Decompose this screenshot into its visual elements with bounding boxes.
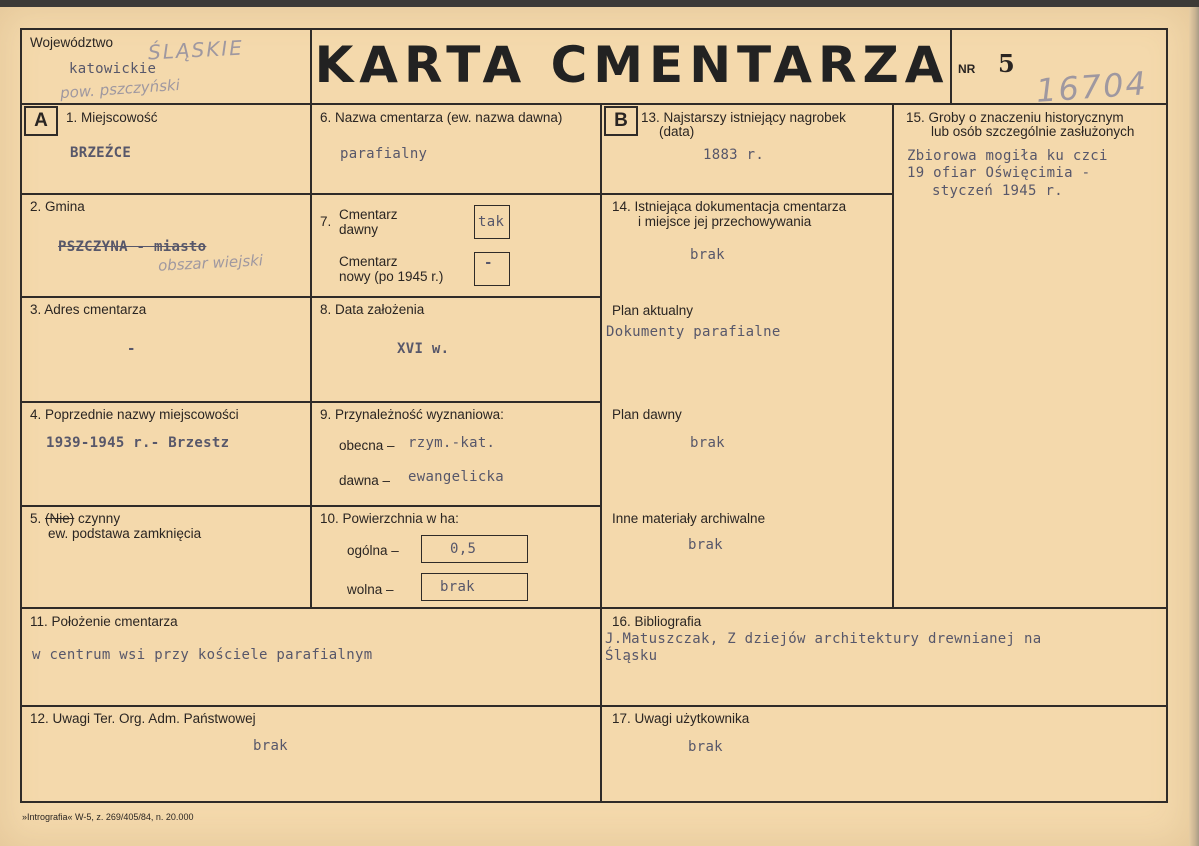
- field-15-value-1: Zbiorowa mogiła ku czci: [907, 148, 1108, 164]
- field-7-nowy-label: Cmentarz: [339, 254, 398, 269]
- field-13-label: 13. Najstarszy istniejący nagrobek: [641, 110, 846, 125]
- field-7-dawny-value: tak: [478, 214, 505, 230]
- field-14-value: brak: [690, 247, 725, 263]
- grid-line: [602, 193, 892, 195]
- field-9-obecna-label: obecna –: [339, 438, 395, 453]
- section-a-letter: A: [24, 106, 58, 136]
- grid-line: [20, 28, 22, 803]
- grid-line: [20, 705, 1168, 707]
- field-12-value: brak: [253, 738, 288, 754]
- field-11-value: w centrum wsi przy kościele parafialnym: [32, 647, 373, 663]
- field-12-label: 12. Uwagi Ter. Org. Adm. Państwowej: [30, 711, 256, 726]
- field-10-label: 10. Powierzchnia w ha:: [320, 511, 459, 526]
- field-4-label: 4. Poprzednie nazwy miejscowości: [30, 407, 239, 422]
- field-5-status: czynny: [78, 511, 121, 526]
- field-9-label: 9. Przynależność wyznaniowa:: [320, 407, 504, 422]
- nr-label: NR: [958, 62, 976, 76]
- registry-number: 16704: [1034, 64, 1149, 110]
- grid-line: [892, 103, 894, 608]
- top-dark-strip: [0, 0, 1199, 7]
- field-15-label-2: lub osób szczególnie zasłużonych: [931, 124, 1135, 139]
- field-14-label: 14. Istniejąca dokumentacja cmentarza: [612, 199, 847, 214]
- field-16-value-1: J.Matuszczak, Z dziejów architektury drewnianej na: [605, 631, 1042, 647]
- field-1-label: 1. Miejscowość: [66, 110, 158, 125]
- field-7-nowy-value: -: [484, 255, 493, 271]
- field-8-value: XVI w.: [397, 341, 450, 357]
- field-5-subtitle: ew. podstawa zamknięcia: [48, 526, 202, 541]
- field-9-obecna-value: rzym.-kat.: [408, 435, 496, 451]
- field-7-dawny-label-2: dawny: [339, 222, 379, 237]
- grid-line: [20, 801, 1168, 803]
- field-7-dawny-label: Cmentarz: [339, 207, 398, 222]
- field-15-label: 15. Groby o znaczeniu historycznym: [906, 110, 1124, 125]
- plan-aktualny-label: Plan aktualny: [612, 303, 694, 318]
- field-10-wolna-value: brak: [440, 579, 475, 595]
- field-6-value: parafialny: [340, 146, 428, 162]
- field-10-ogolna-value: 0,5: [450, 541, 477, 557]
- field-11-label: 11. Położenie cmentarza: [30, 614, 178, 629]
- field-10-wolna-label: wolna –: [347, 582, 394, 597]
- field-2-handwritten: obszar wiejski: [157, 251, 264, 275]
- field-3-label: 3. Adres cmentarza: [30, 302, 147, 317]
- grid-line: [600, 103, 602, 803]
- field-7-number: 7.: [320, 214, 332, 229]
- field-16-label: 16. Bibliografia: [612, 614, 702, 629]
- wojewodztwo-handwritten: ŚLĄSKIE: [147, 35, 245, 65]
- paper-edge: [1189, 7, 1199, 846]
- plan-dawny-label: Plan dawny: [612, 407, 682, 422]
- field-2-label: 2. Gmina: [30, 199, 85, 214]
- field-3-value: -: [127, 341, 136, 357]
- field-15-value-3: styczeń 1945 r.: [932, 183, 1063, 199]
- grid-line: [20, 28, 1168, 30]
- nr-value: 5: [998, 49, 1015, 78]
- field-13-label-2: (data): [659, 124, 695, 139]
- field-15-value-2: 19 ofiar Oświęcimia -: [907, 165, 1091, 181]
- grid-line: [20, 103, 1168, 105]
- field-5-number: 5.: [30, 511, 42, 526]
- field-17-value: brak: [688, 739, 723, 755]
- grid-line: [310, 28, 312, 608]
- printer-footer: »Intrografia« W-5, z. 269/405/84, n. 20.000: [22, 812, 194, 822]
- grid-line: [1166, 28, 1168, 803]
- plan-dawny-value: brak: [690, 435, 725, 451]
- field-7-nowy-label-2: nowy (po 1945 r.): [339, 269, 444, 284]
- inne-materialy-label: Inne materiały archiwalne: [612, 511, 766, 526]
- field-2-value-struck: PSZCZYNA - miasto: [58, 239, 207, 255]
- powiat-handwritten: pow. pszczyński: [59, 75, 181, 103]
- grid-line: [20, 607, 1168, 609]
- field-10-ogolna-label: ogólna –: [347, 543, 399, 558]
- field-17-label: 17. Uwagi użytkownika: [612, 711, 750, 726]
- field-5-struck: (Nie): [45, 511, 75, 526]
- inne-materialy-value: brak: [688, 537, 723, 553]
- field-1-value: BRZEŹCE: [70, 145, 132, 161]
- field-6-label: 6. Nazwa cmentarza (ew. nazwa dawna): [320, 110, 563, 125]
- field-14-label-2: i miejsce jej przechowywania: [638, 214, 812, 229]
- field-13-value: 1883 r.: [703, 147, 765, 163]
- plan-aktualny-value: Dokumenty parafialne: [606, 324, 781, 340]
- field-5-label: [30, 511, 120, 526]
- wojewodztwo-label: Województwo: [30, 35, 114, 50]
- field-9-dawna-label: dawna –: [339, 473, 391, 488]
- field-4-value: 1939-1945 r.- Brzestz: [46, 435, 230, 451]
- field-8-label: 8. Data założenia: [320, 302, 425, 317]
- field-9-dawna-value: ewangelicka: [408, 469, 505, 485]
- card-title: KARTA CMENTARZA: [314, 36, 950, 94]
- field-16-value-2: Śląsku: [605, 648, 658, 664]
- section-b-letter: B: [604, 106, 638, 136]
- wojewodztwo-value: katowickie: [69, 61, 157, 77]
